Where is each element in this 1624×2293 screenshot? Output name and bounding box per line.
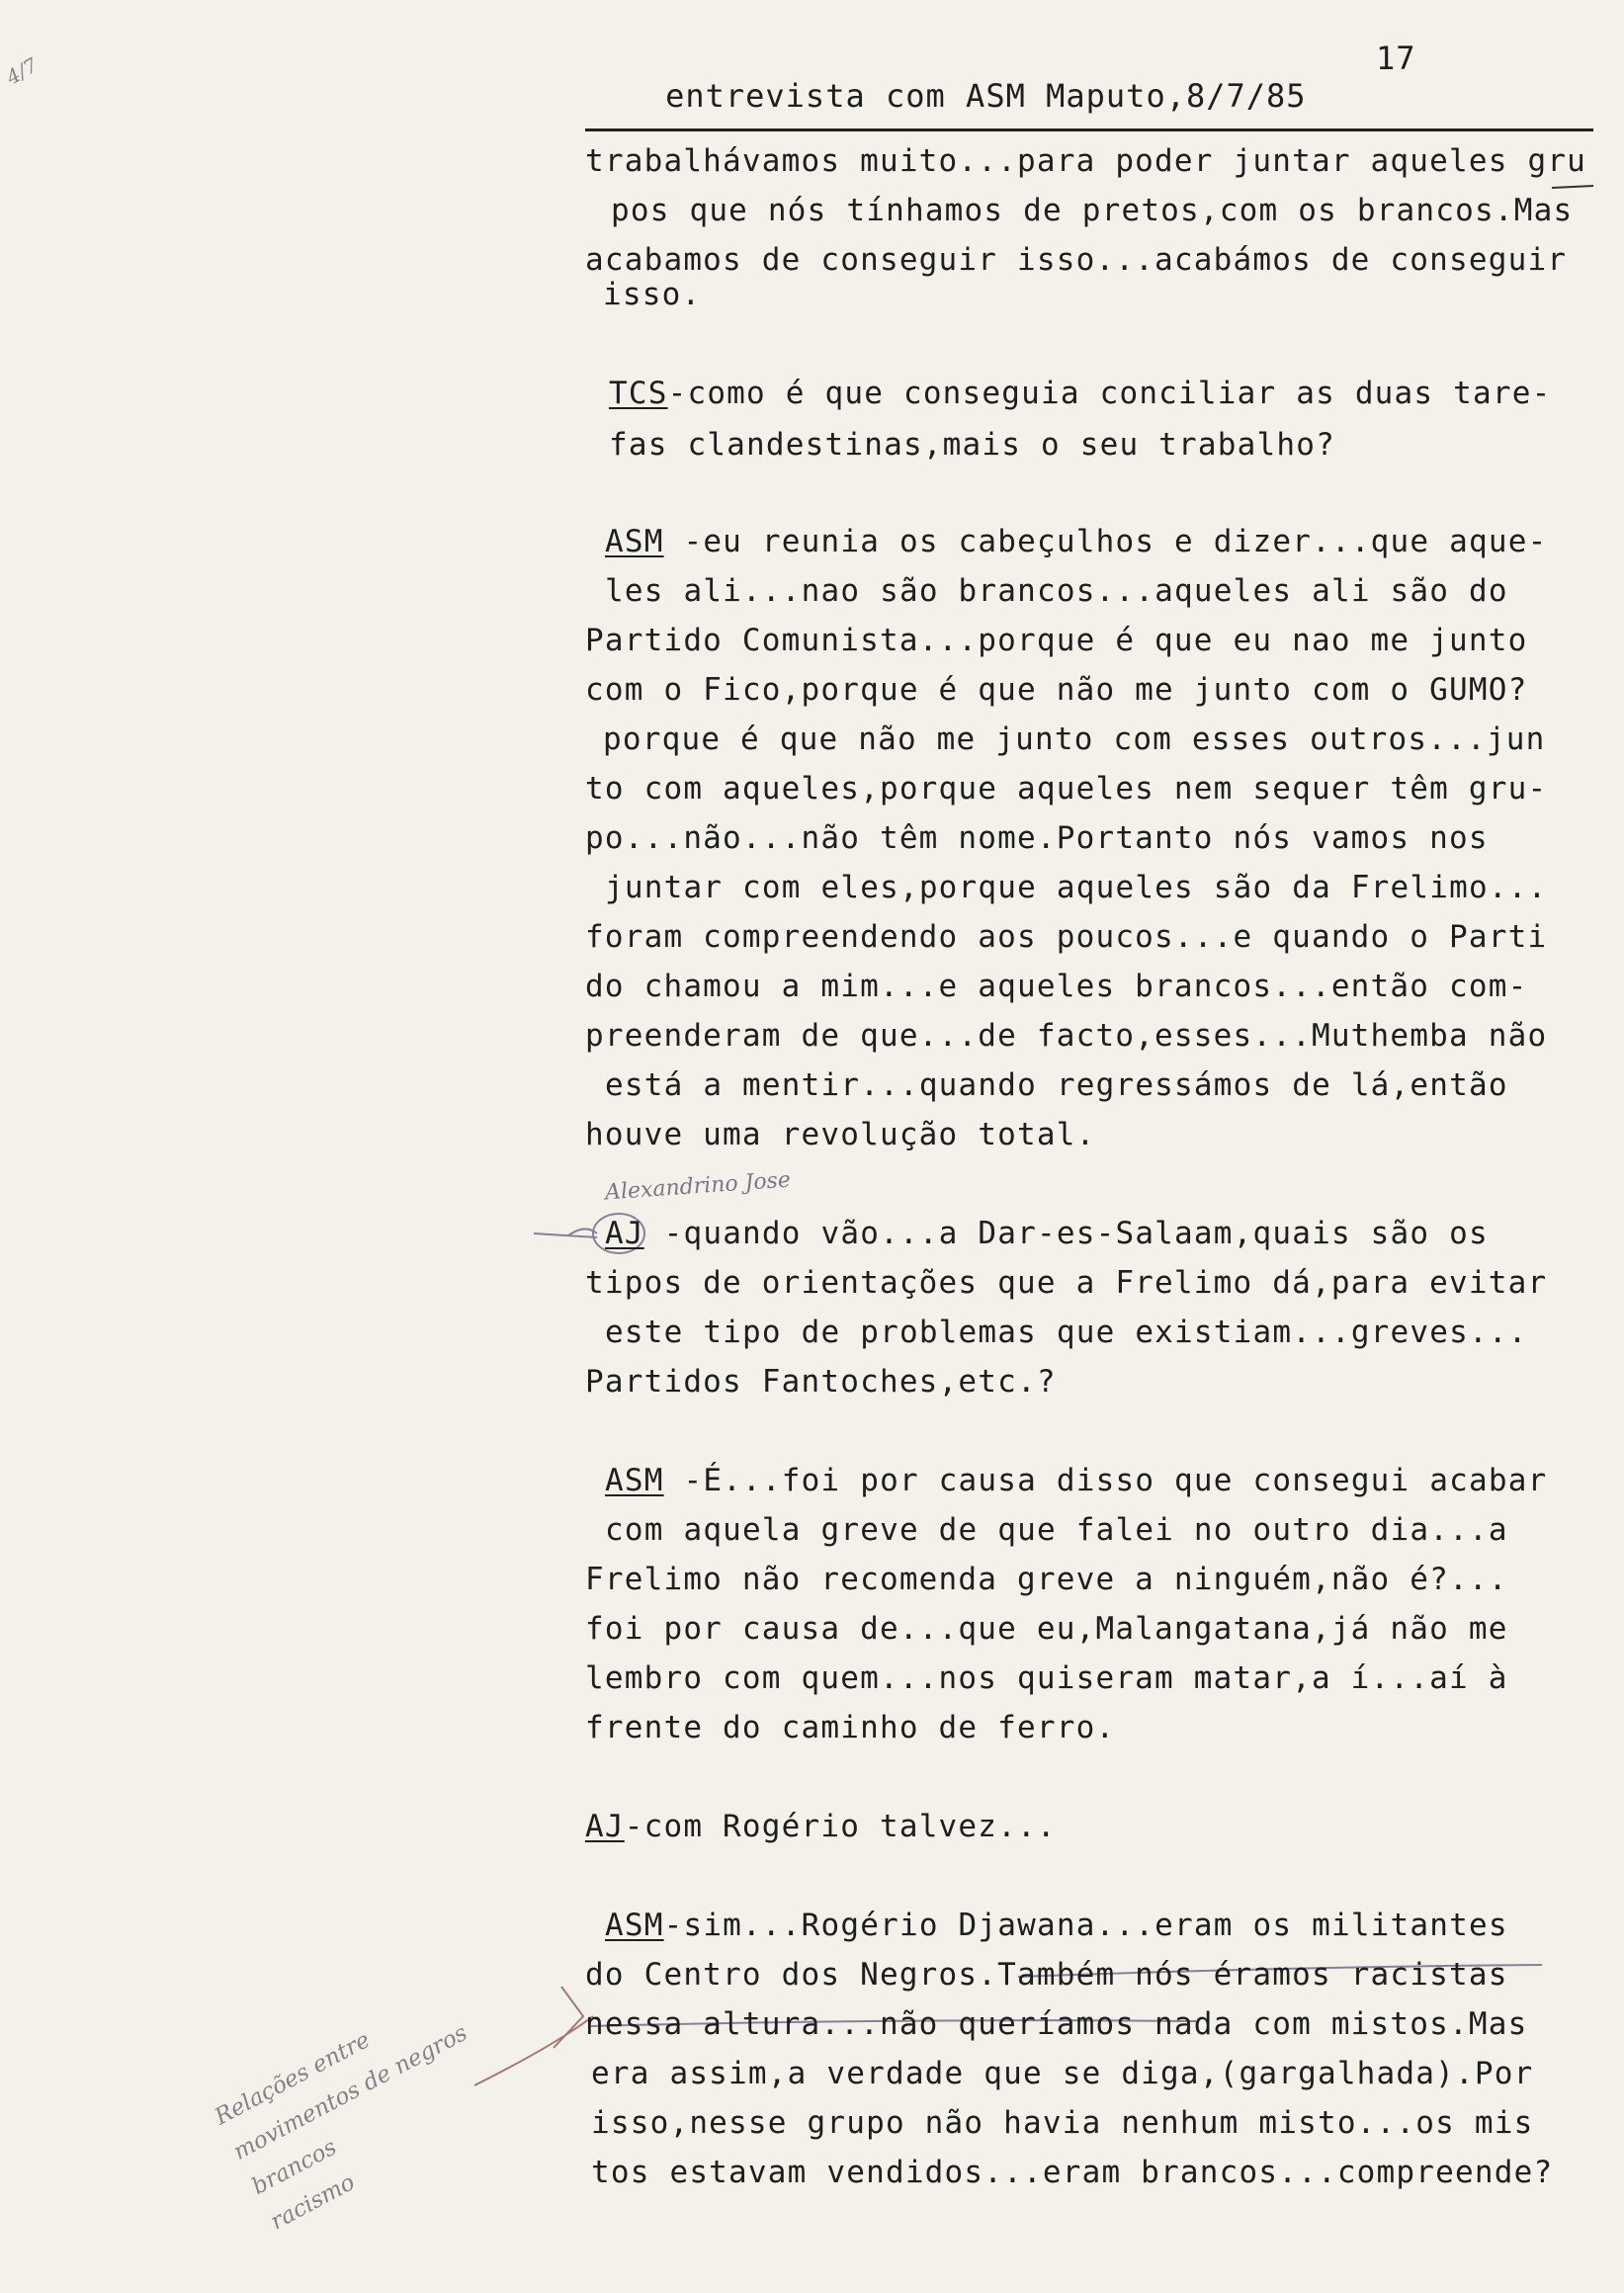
text-line: Partidos Fantoches,etc.? (585, 1364, 1057, 1400)
text-line: AJ -quando vão...a Dar-es-Salaam,quais são os (605, 1216, 1489, 1251)
text-line: foi por causa de...que eu,Malangatana,já não me (585, 1611, 1508, 1647)
speaker-tag: ASM (605, 1463, 664, 1498)
text-line: frente do caminho de ferro. (585, 1710, 1116, 1745)
arrow-mark-line (534, 1233, 597, 1237)
text-line: porque é que não me junto com esses outros...jun (603, 722, 1546, 757)
text-line: tos estavam vendidos...eram brancos...compreende? (591, 2155, 1554, 2190)
text-line: ASM-sim...Rogério Djawana...eram os militantes (605, 1908, 1508, 1943)
text-line: pos que nós tínhamos de pretos,com os brancos.Mas (611, 193, 1574, 228)
speaker-tag: ASM (605, 524, 664, 559)
text-line: lembro com quem...nos quiseram matar,a í...aí à (585, 1660, 1508, 1696)
text-line: acabamos de conseguir isso...acabámos de conseguir (585, 242, 1568, 278)
speaker-tag: TCS (609, 376, 668, 411)
margin-arrow (474, 2016, 593, 2085)
margin-note-name: Alexandrino Jose (604, 1167, 792, 1206)
text-line: do chamou a mim...e aqueles brancos...então com- (585, 969, 1528, 1004)
text-line: do Centro dos Negros.Também nós éramos racistas (585, 1957, 1508, 1993)
text-line: era assim,a verdade que se diga,(gargalhada).Por (591, 2056, 1534, 2091)
text-line: to com aqueles,porque aqueles nem sequer têm gru- (585, 771, 1548, 807)
text-line: trabalhávamos muito...para poder juntar aqueles gru (585, 143, 1587, 179)
text-line: isso,nesse grupo não havia nenhum misto...os mis (591, 2105, 1534, 2141)
margin-note-top: 4/7 (2, 52, 43, 90)
text-line: les ali...nao são brancos...aqueles ali são do (605, 573, 1508, 609)
text-line: foram compreendendo aos poucos...e quando o Parti (585, 919, 1548, 955)
text-line: po...não...não têm nome.Portanto nós vamos nos (585, 820, 1489, 856)
speaker-tag: AJ (585, 1809, 625, 1844)
text-line: ASM -É...foi por causa disso que consegui acabar (605, 1463, 1548, 1498)
text-line: isso. (603, 277, 702, 312)
text-line: com aquela greve de que falei no outro dia...a (605, 1512, 1508, 1548)
text-line: juntar com eles,porque aqueles são da Frelimo... (605, 870, 1548, 905)
text-line: Frelimo não recomenda greve a ninguém,não é?... (585, 1562, 1508, 1597)
text-line: TCS-como é que conseguia conciliar as duas tare- (609, 376, 1552, 411)
text-line: nessa altura...não queríamos nada com mistos.Mas (585, 2006, 1528, 2042)
text-line: Partido Comunista...porque é que eu nao me junto (585, 623, 1528, 658)
text-line: está a mentir...quando regressámos de lá,então (605, 1067, 1508, 1103)
text-line: tipos de orientações que a Frelimo dá,para evitar (585, 1265, 1548, 1301)
speaker-tag: AJ (605, 1216, 644, 1251)
text-line: AJ-com Rogério talvez... (585, 1809, 1057, 1844)
margin-note-left: Relações entre movimentos de negros brancos racismo (211, 2019, 472, 2236)
text-line: houve uma revolução total. (585, 1117, 1096, 1152)
text-line: fas clandestinas,mais o seu trabalho? (609, 427, 1335, 463)
header-title: entrevista com ASM Maputo,8/7/85 (665, 77, 1307, 115)
line-end-mark (1552, 186, 1593, 188)
text-line: com o Fico,porque é que não me junto com o GUMO? (585, 672, 1528, 708)
text-line: este tipo de problemas que existiam...greves... (605, 1315, 1528, 1350)
text-line: ASM -eu reunia os cabeçulhos e dizer...que aque- (605, 524, 1548, 559)
text-line: preenderam de que...de facto,esses...Muthemba não (585, 1018, 1548, 1054)
speaker-tag: ASM (605, 1908, 664, 1943)
page-number: 17 (1376, 40, 1416, 77)
